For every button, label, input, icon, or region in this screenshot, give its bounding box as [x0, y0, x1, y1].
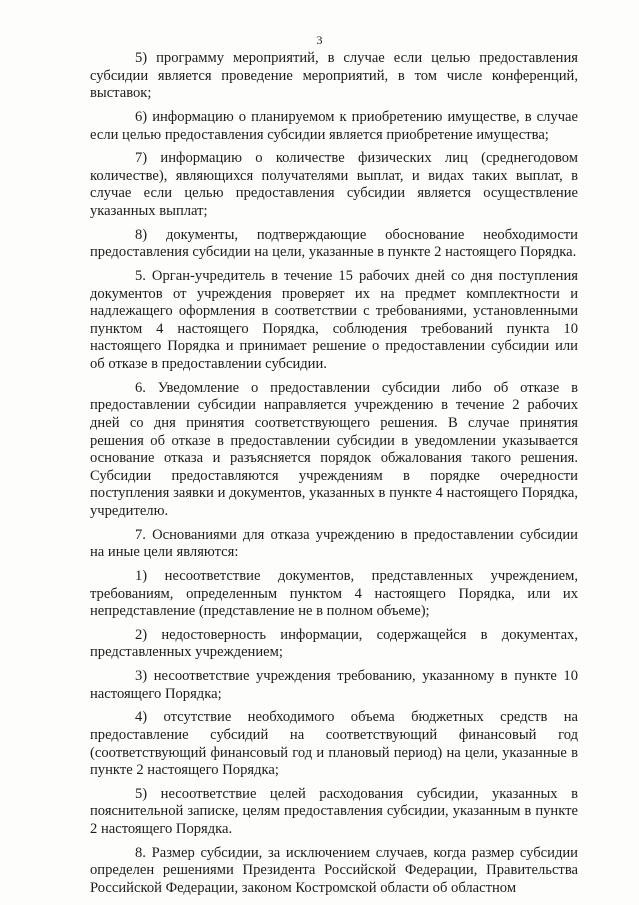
- paragraph-refusal-4: 4) отсутствие необходимого объема бюджетных средств на предоставление субсидий на соответствующий финансовый год (соответствующий финансовый год и плановый период) на цели, указанные в пункте 2 настоящего Порядка;: [90, 709, 578, 779]
- paragraph-refusal-2: 2) недостоверность информации, содержащейся в документах, представленных учреждением;: [90, 626, 578, 661]
- document-body: [90, 50, 578, 898]
- paragraph-refusal-1: 1) несоответствие документов, представленных учреждением, требованиям, определенным пунктом 4 настоящего Порядка, или их непредставление (представление не в полном объеме);: [90, 567, 578, 620]
- paragraph-clause-7: 7. Основаниями для отказа учреждению в предоставлении субсидии на иные цели являются:: [90, 526, 578, 561]
- paragraph-refusal-5: 5) несоответствие целей расходования субсидии, указанных в пояснительной записке, целям предоставления субсидии, указанным в пункте 2 настоящего Порядка.: [90, 785, 578, 837]
- paragraph-item-7-individuals: 7) информацию о количестве физических лиц (среднегодовом количестве), являющихся получателями выплат, и видах таких выплат, в случае если целью предоставления субсидии является осуществление указанных выплат;: [90, 150, 578, 219]
- paragraph-item-6-property: 6) информацию о планируемом к приобретению имуществе, в случае если целью предоставления субсидии является приобретение имущества;: [90, 108, 578, 143]
- paragraph-clause-8: 8. Размер субсидии, за исключением случаев, когда размер субсидии определен решениями Президента Российской Федерации, Правительства Российской Федерации, законом Костромской области об областном: [90, 844, 578, 896]
- paragraph-item-5-program: 5) программу мероприятий, в случае если целью предоставления субсидии является проведение мероприятий, в том числе конференций, выставок;: [90, 50, 578, 102]
- paragraph-refusal-3: 3) несоответствие учреждения требованию, указанному в пункте 10 настоящего Порядка;: [90, 668, 578, 702]
- paragraph-clause-6: 6. Уведомление о предоставлении субсидии либо об отказе в предоставлении субсидии направляется учреждению в течение 2 рабочих дней со дня принятия соответствующего решения. В случае принятия решения об отказе в предоставлении субсидии в уведомлении указывается основание отказа и разъясняется порядок обжалования такого решения. Субсидии предоставляются учреждениям в порядке очередности поступления заявки и документов, указанных в пункте 4 настоящего Порядка, учредителю.: [90, 379, 578, 519]
- page-number: 3: [316, 33, 323, 47]
- paragraph-clause-5: 5. Орган-учредитель в течение 15 рабочих дней со дня поступления документов от учреждения проверяет их на предмет комплектности и надлежащего оформления в соответствии с требованиями, установленными пунктом 4 настоящего Порядка, соблюдения требований пункта 10 настоящего Порядка и принимает решение о предоставлении субсидии или об отказе в предоставлении субсидии.: [90, 267, 578, 372]
- paragraph-item-8-documents: 8) документы, подтверждающие обоснование необходимости предоставления субсидии на цели, указанные в пункте 2 настоящего Порядка.: [90, 226, 578, 261]
